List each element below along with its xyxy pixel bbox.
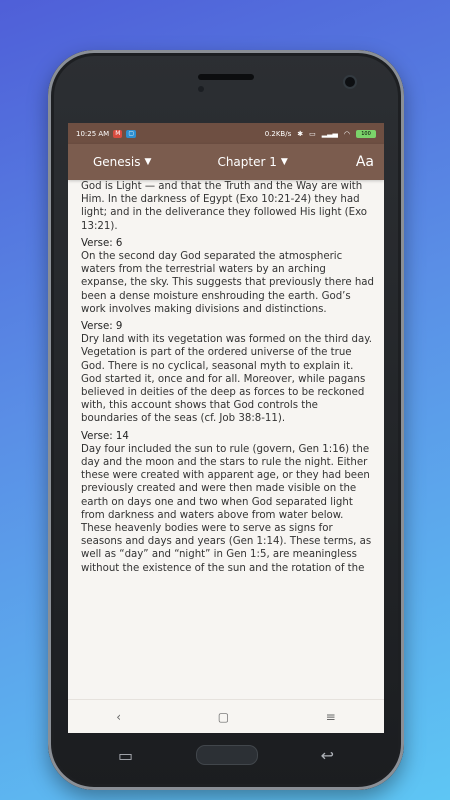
signal-icon: ▂▃▄ (321, 129, 338, 138)
book-selector-label: Genesis (93, 155, 141, 169)
back-nav-icon[interactable]: ‹ (116, 709, 122, 724)
front-camera (345, 77, 355, 87)
verse-text-continued: These heavenly bodies were to serve as signs for seasons and days and years (Gen 1:14). These terms, as well as “day” and “night” in Gen 1:5, are meaningless without the existence of the sun and the rotation of the (81, 523, 372, 574)
vibrate-icon: ▭ (309, 129, 316, 138)
reader-toolbar (68, 144, 384, 180)
network-speed: 0.2KB/s (264, 129, 292, 138)
commentary-content[interactable] (68, 180, 384, 690)
battery-icon: 100 (356, 130, 376, 138)
home-hardware-button[interactable] (196, 745, 258, 765)
app-notification-icon: ▢ (128, 129, 135, 137)
chapter-selector[interactable] (217, 155, 287, 169)
status-time: 10:25 AM (76, 129, 110, 138)
screen (68, 123, 384, 733)
wifi-icon: ◠ (343, 129, 350, 138)
verse-label: Verse: 6 (81, 237, 123, 249)
home-nav-icon[interactable]: ▢ (217, 709, 230, 724)
recents-nav-icon[interactable]: ≡ (325, 709, 336, 724)
verse-text: Dry land with its vegetation was formed on the third day. Vegetation is part of the ordered universe of the true God. There is no cyclical, seasonal myth to explain it. God started it, once and for all. Moreover, while pagans believed in deities of the deep as forces to be reckoned with, this account shows that God controls the boundaries of the seas (cf. Job 38:8-11). (81, 334, 373, 425)
verse-label: Verse: 9 (81, 321, 123, 333)
chapter-selector-label: Chapter 1 (217, 155, 277, 169)
verse-text: On the second day God separated the atmospheric waters from the terrestrial waters by an arching expanse, the sky. This suggests that previously there had been a dense moisture enshrouding the earth. God’s work involves making divisions and distinctions. (81, 251, 374, 315)
back-hardware-icon[interactable]: ↩ (320, 745, 334, 765)
chevron-down-icon: ▼ (280, 157, 288, 167)
verse-text: Day four included the sun to rule (govern, Gen 1:16) the day and the moon and the stars to rule the night. Either these were created with apparent age, or they had been previously created and were then made visible on the earth on days one and two when God separated light from darkness and waters above from water below. (81, 443, 370, 521)
status-bar (68, 123, 384, 144)
earpiece-speaker (198, 74, 254, 80)
hardware-buttons (48, 740, 404, 770)
recents-hardware-icon[interactable]: ▭ (118, 745, 134, 765)
font-size-button[interactable]: Aa (355, 154, 374, 170)
verse-label: Verse: 14 (81, 430, 129, 442)
phone-frame (48, 50, 404, 790)
bluetooth-icon: ✱ (297, 129, 304, 138)
commentary-intro-text: God is Light — and that the Truth and the Way are with Him. In the darkness of Egypt (Exo 10:21-24) they had light; and in the deliverance they followed His light (Exo 13:21). (81, 181, 368, 232)
book-selector[interactable] (93, 155, 151, 169)
gmail-notification-icon: M (115, 129, 121, 137)
proximity-sensor (198, 86, 204, 92)
chevron-down-icon: ▼ (144, 157, 152, 167)
system-nav-bar (68, 699, 384, 733)
